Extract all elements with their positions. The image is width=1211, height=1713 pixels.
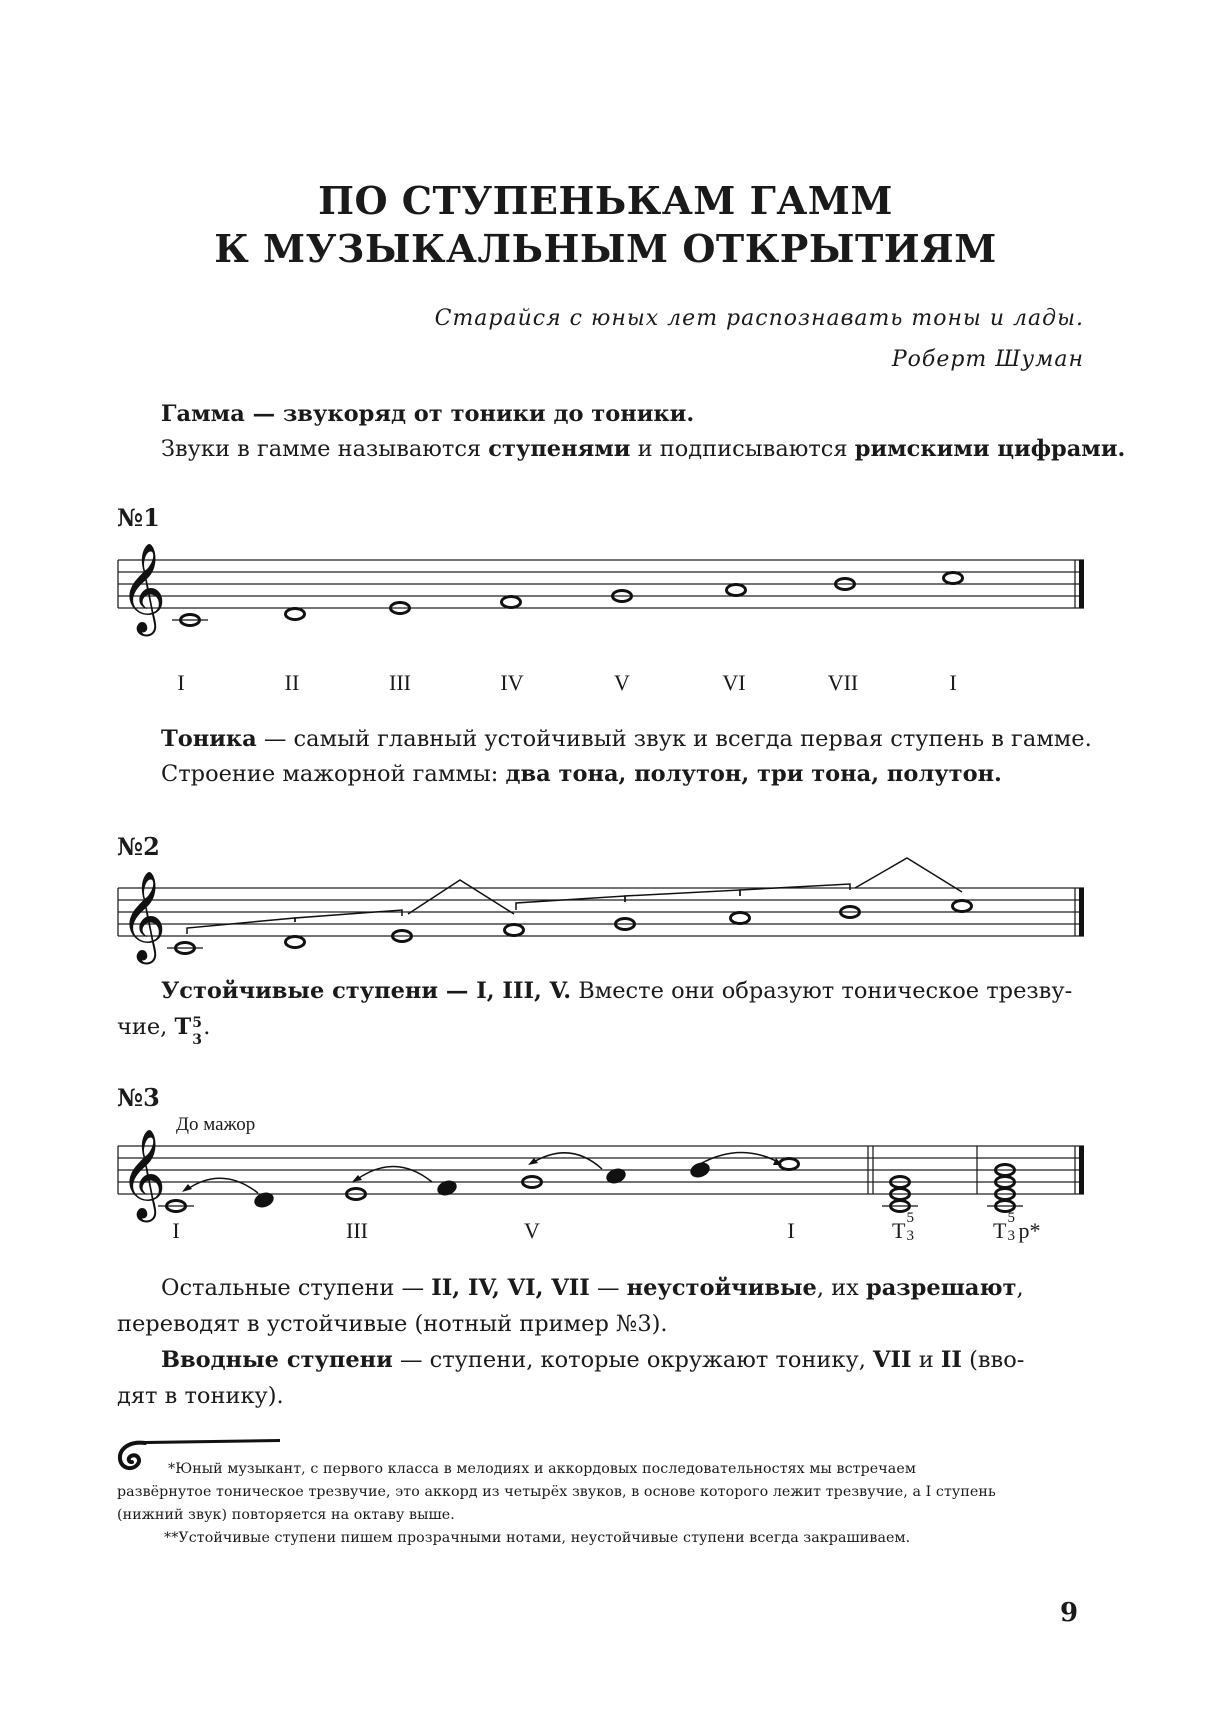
key-label: До мажор [176, 1114, 256, 1135]
tonic-definition: Тоника — самый главный устойчивый звук и всегда первая ступень в гамме. [161, 726, 1092, 752]
note-f-filled [437, 1180, 457, 1196]
chord-1-note-g [891, 1177, 910, 1188]
whole-tone-bracket-3 [516, 896, 625, 910]
degree-label-3: III [389, 670, 411, 695]
stable-degrees-line-1: Устойчивые ступени — I, III, V. Вместе они образуют тоническое трезву- [161, 978, 1073, 1004]
resolution-arc-3 [532, 1153, 602, 1169]
note-degree-1 [176, 943, 195, 954]
footnote-1-line-2: развёрнутое тоническое трезвучие, это аккорд из четырёх звуков, в основе которого лежит трезвучие, а I ступень [117, 1484, 996, 1500]
major-scale-structure: Строение мажорной гаммы: два тона, полутон, три тона, полутон. [161, 761, 1002, 787]
note-c [167, 1201, 186, 1212]
note-degree-4 [505, 925, 524, 936]
note-degree-8 [944, 573, 963, 584]
note-b-filled [690, 1162, 710, 1178]
note-e [347, 1189, 366, 1200]
ex3-degree-label-3: III [346, 1218, 368, 1243]
note-degree-2 [286, 937, 305, 948]
resolution-arc-4 [700, 1152, 778, 1164]
resolution-arc-2 [356, 1166, 432, 1182]
chord-1-note-e [891, 1189, 910, 1200]
semitone-wedge-1 [408, 880, 514, 914]
example-1-number: №1 [117, 503, 160, 532]
degree-label-8: I [949, 670, 957, 695]
whole-tone-bracket-2 [295, 910, 402, 922]
ex3-degree-label-8: I [787, 1218, 795, 1243]
degree-label-6: VI [722, 670, 746, 695]
chord-2-note-e [996, 1189, 1015, 1200]
chord-2-label: T 5 3 р* [993, 1210, 1041, 1244]
degree-label-2: II [284, 670, 300, 695]
whole-tone-bracket-5 [740, 884, 850, 896]
chord-2-note-g [996, 1177, 1015, 1188]
note-degree-4 [502, 597, 521, 608]
chord-2-note-c-high [996, 1165, 1015, 1176]
gamma-definition: Гамма — звукоряд от тоники до тоники. [161, 401, 695, 427]
whole-tone-bracket-4 [625, 890, 740, 902]
example-2-number: №2 [117, 832, 160, 861]
degree-label-5: V [614, 670, 630, 695]
treble-clef-icon: 𝄞 [120, 872, 167, 959]
page-title-line-2: К МУЗЫКАЛЬНЫМ ОТКРЫТИЯМ [214, 226, 997, 271]
example-3-number: №3 [117, 1083, 160, 1112]
note-d-filled [254, 1192, 274, 1208]
note-degree-3 [393, 931, 412, 942]
note-degree-8 [953, 901, 972, 912]
note-degree-5 [613, 591, 632, 602]
chord-1-label: T 5 3 [892, 1210, 914, 1244]
degree-label-4: IV [500, 670, 524, 695]
ex3-degree-label-1: I [172, 1218, 180, 1243]
leading-tones-line-2: дят в тонику). [117, 1383, 284, 1409]
epigraph-quote: Старайся с юных лет распознавать тоны и лады. [434, 306, 1084, 331]
note-degree-2 [286, 609, 305, 620]
semitone-wedge-2 [855, 858, 962, 892]
note-degree-3 [391, 603, 410, 614]
footnote-1-line-1: *Юный музыкант, с первого класса в мелодиях и аккордовых последовательностях мы встречаем [168, 1461, 916, 1477]
resolution-arc-1 [186, 1178, 258, 1193]
note-degree-5 [616, 919, 635, 930]
treble-clef-icon: 𝄞 [120, 1130, 167, 1217]
note-degree-7 [836, 579, 855, 590]
leading-tones-line-1: Вводные ступени — ступени, которые окружают тонику, VII и II (вво- [161, 1347, 1025, 1373]
epigraph-author: Роберт Шуман [891, 347, 1084, 372]
treble-clef-icon: 𝄞 [120, 544, 167, 631]
note-c-high [780, 1159, 799, 1170]
page-title-line-1: ПО СТУПЕНЬКАМ ГАММ [318, 178, 893, 223]
unstable-degrees-line-1: Остальные ступени — II, IV, VI, VII — неустойчивые, их разрешают, [161, 1275, 1024, 1301]
note-g [523, 1177, 542, 1188]
degrees-intro: Звуки в гамме называются ступенями и подписываются римскими цифрами. [161, 436, 1126, 462]
footnote-2: **Устойчивые ступени пишем прозрачными нотами, неустойчивые ступени всегда закрашиваем. [164, 1530, 911, 1546]
footnote-1-line-3: (нижний звук) повторяется на октаву выше. [117, 1507, 455, 1523]
whole-tone-bracket-1 [187, 918, 295, 934]
degree-label-7: VII [827, 670, 859, 695]
degree-label-1: I [177, 670, 185, 695]
ex3-degree-label-5: V [524, 1218, 540, 1243]
note-a-filled [606, 1168, 626, 1184]
note-degree-6 [731, 913, 750, 924]
tonic-triad-symbol: T 5 3 [174, 1014, 202, 1048]
stable-degrees-line-2: чие, T 5 3 . [117, 1014, 211, 1048]
note-degree-1 [181, 615, 200, 626]
unstable-degrees-line-2: переводят в устойчивые (нотный пример №3). [117, 1311, 668, 1337]
note-degree-6 [727, 585, 746, 596]
note-degree-7 [841, 907, 860, 918]
page-number: 9 [1060, 1598, 1079, 1628]
